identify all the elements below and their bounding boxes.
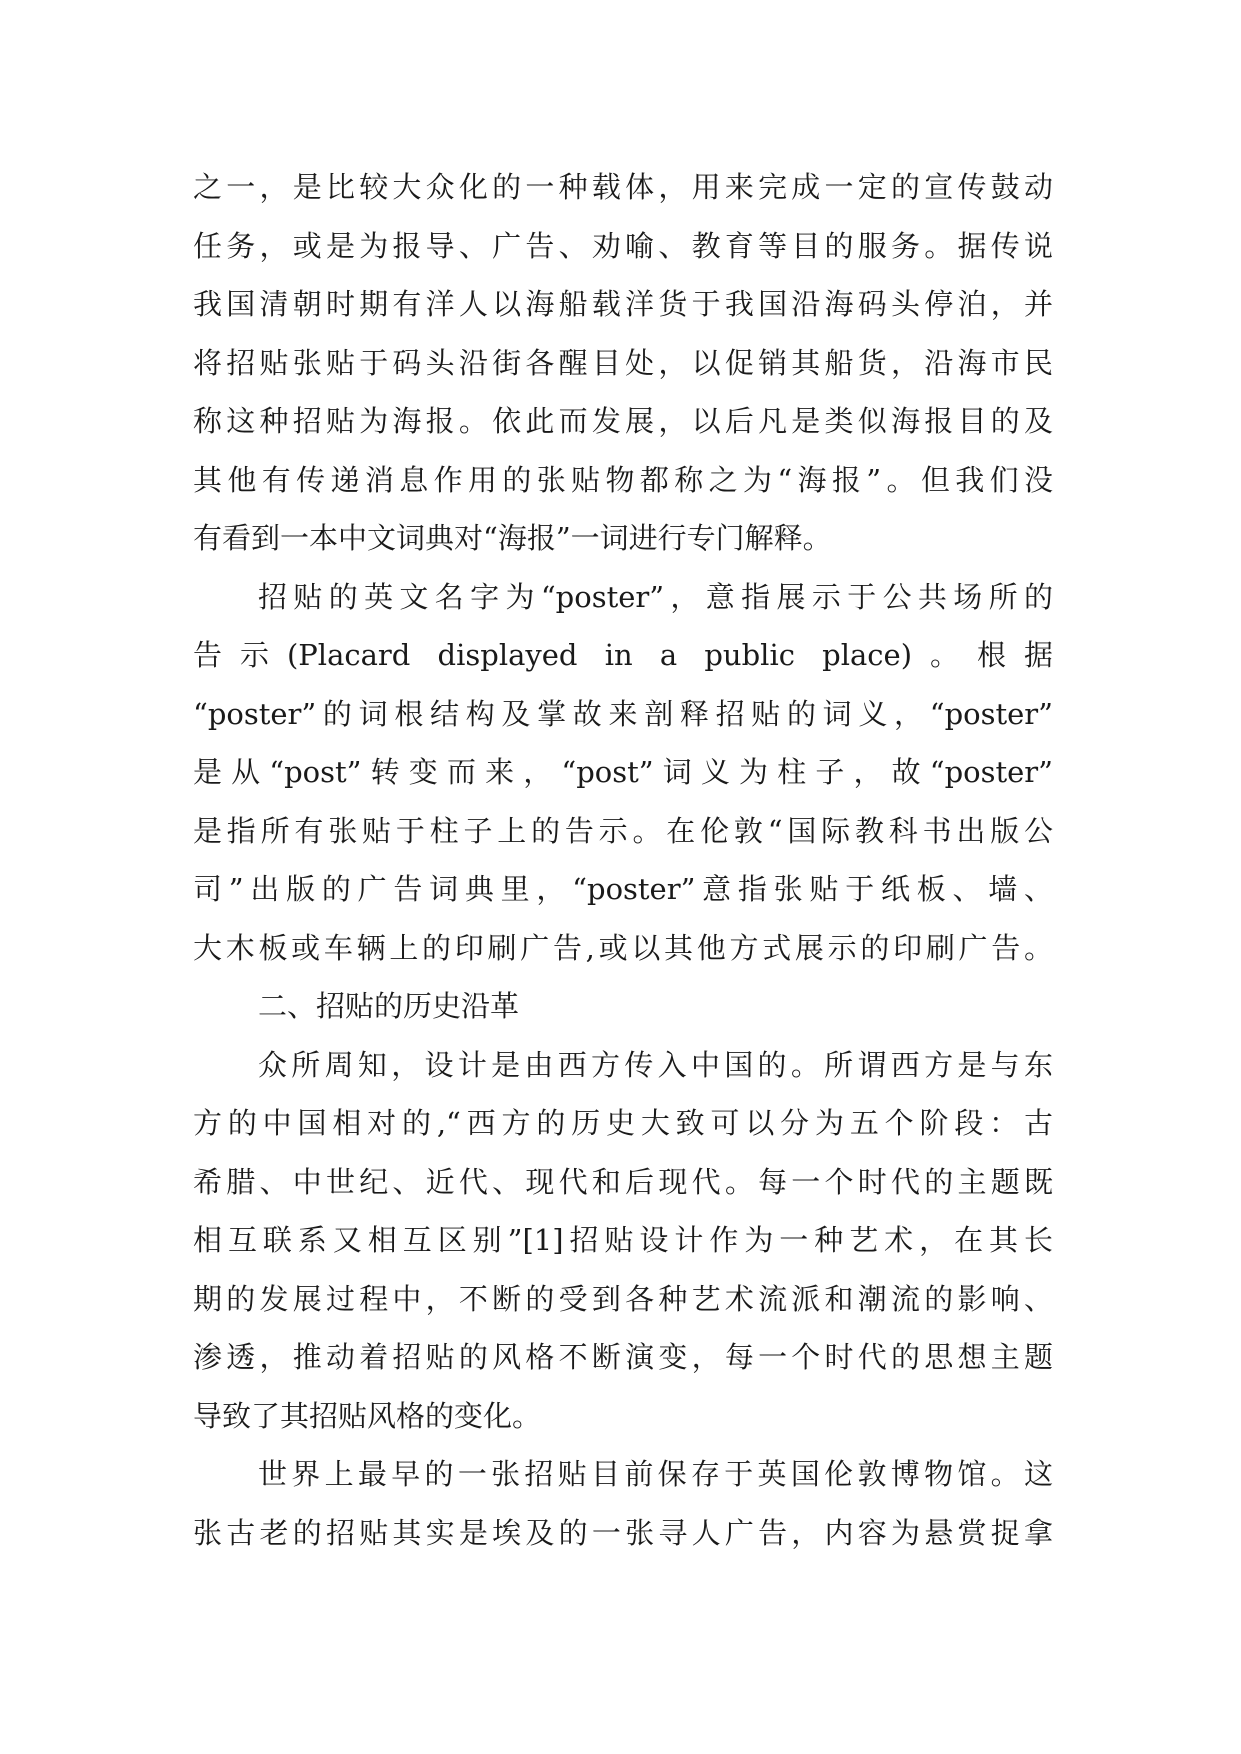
text-line: 司”出版的广告词典里，“poster”意指张贴于纸板、墙、 bbox=[193, 872, 1053, 906]
text-line: 我国清朝时期有洋人以海船载洋货于我国沿海码头停泊，并 bbox=[193, 287, 1053, 321]
text-line: 大木板或车辆上的印刷广告,或以其他方式展示的印刷广告。 bbox=[193, 930, 1053, 965]
text-line: 有看到一本中文词典对“海报”一词进行专门解释。 bbox=[193, 521, 832, 555]
text-line: 是指所有张贴于柱子上的告示。在伦敦“国际教科书出版公 bbox=[193, 813, 1053, 848]
text-line: 张古老的招贴其实是埃及的一张寻人广告，内容为悬赏捉拿 bbox=[193, 1515, 1053, 1550]
text-line: 渗透，推动着招贴的风格不断演变，每一个时代的思想主题 bbox=[193, 1340, 1053, 1374]
text-line: “poster”的词根结构及掌故来剖释招贴的词义，“poster” bbox=[193, 696, 1053, 731]
text-line: 之一，是比较大众化的一种载体，用来完成一定的宣传鼓动 bbox=[193, 170, 1053, 204]
text-line: 期的发展过程中，不断的受到各种艺术流派和潮流的影响、 bbox=[193, 1281, 1053, 1316]
text-line: 方的中国相对的,“西方的历史大致可以分为五个阶段：古 bbox=[193, 1106, 1053, 1140]
section-heading: 二、招贴的历史沿革 bbox=[258, 989, 520, 1023]
text-line: 告示(Placard displayed in a public place)。根据 bbox=[193, 638, 1053, 672]
text-line: 其他有传递消息作用的张贴物都称之为“海报”。但我们没 bbox=[193, 462, 1053, 497]
text-line: 称这种招贴为海报。依此而发展，以后凡是类似海报目的及 bbox=[193, 404, 1053, 438]
text-line: 希腊、中世纪、近代、现代和后现代。每一个时代的主题既 bbox=[193, 1164, 1053, 1199]
text-line: 是从“post”转变而来，“post”词义为柱子，故“poster” bbox=[193, 755, 1053, 789]
text-line: 世界上最早的一张招贴目前保存于英国伦敦博物馆。这 bbox=[258, 1457, 1053, 1491]
text-line: 众所周知，设计是由西方传入中国的。所谓西方是与东 bbox=[258, 1047, 1053, 1082]
document-body bbox=[193, 158, 1053, 1562]
text-line: 任务，或是为报导、广告、劝喻、教育等目的服务。据传说 bbox=[193, 228, 1053, 263]
text-line: 相互联系又相互区别”[1]招贴设计作为一种艺术，在其长 bbox=[193, 1223, 1053, 1257]
text-line: 将招贴张贴于码头沿街各醒目处，以促销其船货，沿海市民 bbox=[193, 345, 1053, 380]
text-line: 招贴的英文名字为“poster”，意指展示于公共场所的 bbox=[258, 579, 1053, 614]
text-line: 导致了其招贴风格的变化。 bbox=[193, 1398, 542, 1433]
